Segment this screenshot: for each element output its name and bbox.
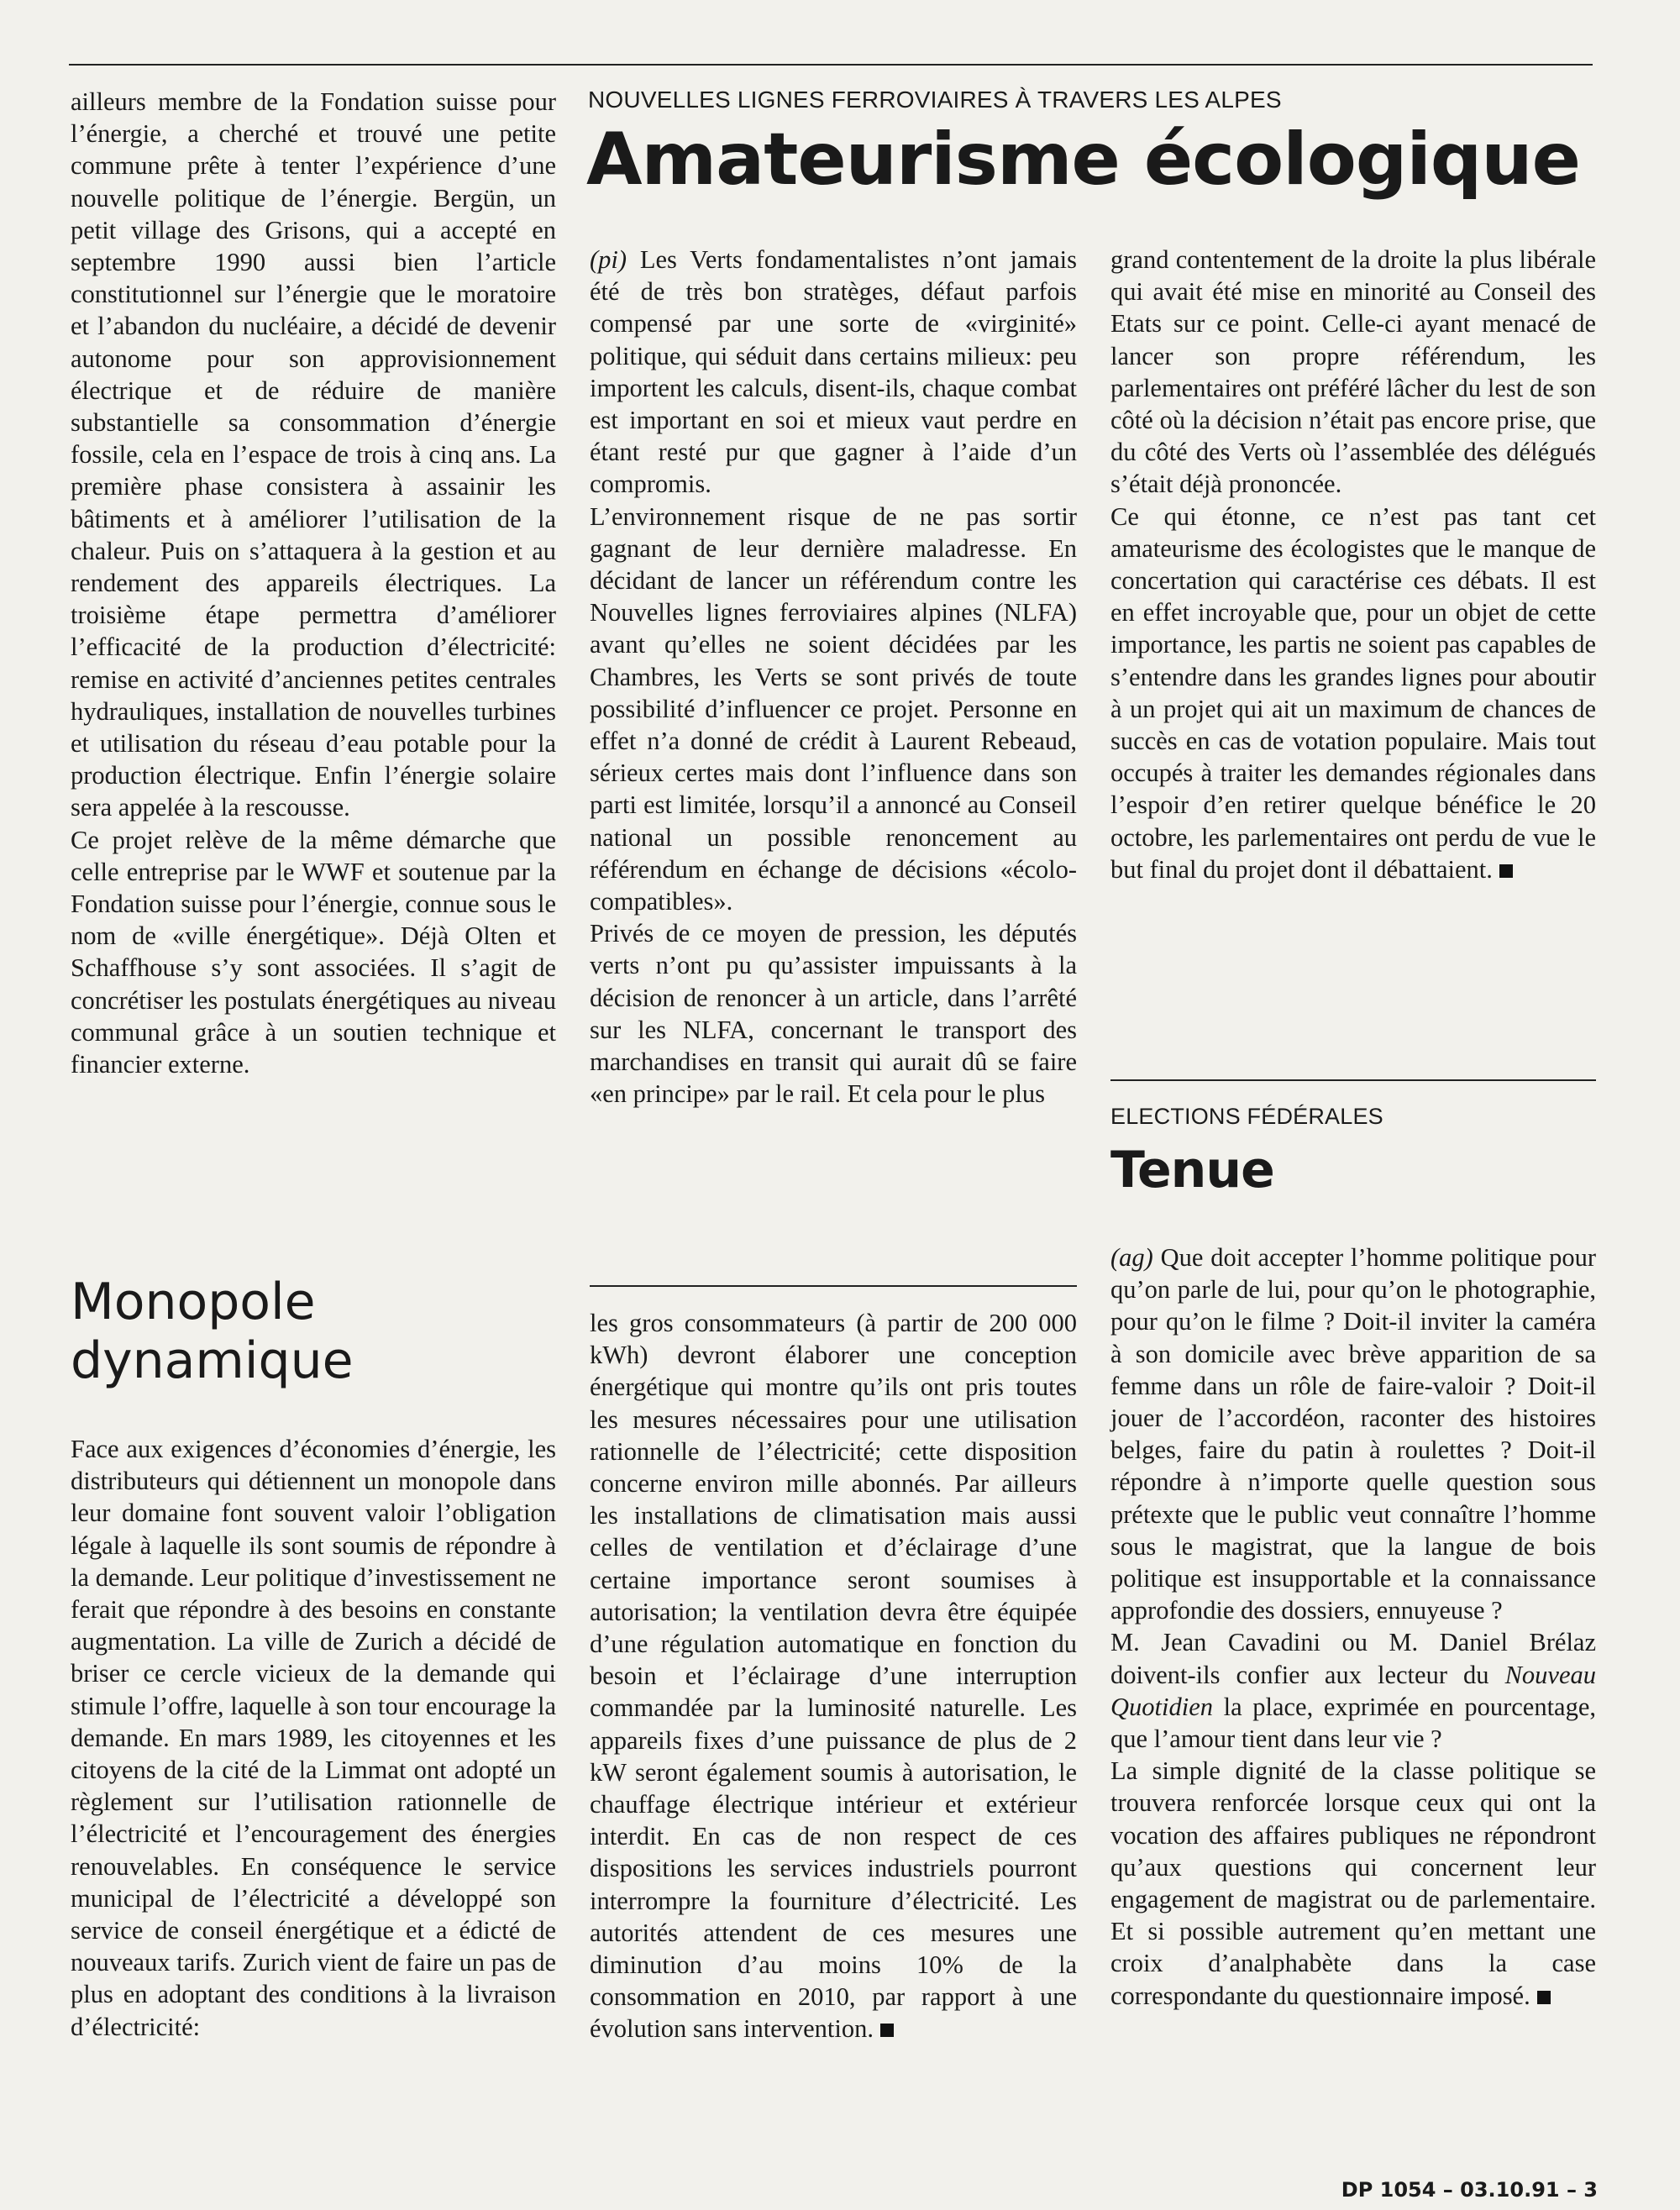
alpes-kicker: NOUVELLES LIGNES FERROVIAIRES À TRAVERS LES ALPES [588, 87, 1282, 113]
paragraph: (ag) Que doit accepter l’homme politique pour qu’on parle de lui, pour qu’on le photographie, pour qu’on le filme ? Doit-il inviter la caméra à son domicile avec brève apparition de sa femme dans un rôle de faire-valoir ? Doit-il jouer de l’accordéon, raconter des histoires belges, faire du patin à roulettes ? Doit-il répondre à n’importe quelle question sous prétexte que le public veut connaître l’homme sous le magistrat, que la langue de bois politique est insupportable et la connaissance approfondie des dossiers, ennuyeuse ? [1110, 1243, 1596, 1625]
alpes-column-1 [590, 244, 1077, 1110]
end-mark-icon [1537, 1991, 1551, 2004]
page-footer: DP 1054 – 03.10.91 – 3 [1341, 2178, 1598, 2202]
left-article-continuation [71, 86, 556, 1080]
byline: (ag) [1110, 1243, 1153, 1272]
monopole-headline: Monopole dynamique [71, 1273, 354, 1390]
paragraph: ailleurs membre de la Fondation suisse pour l’énergie, a cherché et trouvé une petite commune prête à tenter l’expérience d’une nouvelle politique de l’énergie. Bergün, un petit village des Grisons, qui a accepté en septembre 1990 aussi bien l’article constitutionnel sur l’énergie que le moratoire et l’abandon du nucléaire, a décidé de devenir autonome pour son approvisionnement électrique et de réduire de manière substantielle sa consommation d’énergie fossile, cela en l’espace de trois à cinq ans. La première phase consistera à assainir les bâtiments et à améliorer l’utilisation de la chaleur. Puis on s’attaquera à la gestion et au rendement des appareils électriques. La troisième étape permettra d’améliorer l’efficacité de la production d’électricité: remise en activité d’anciennes petites centrales hydrauliques, installation de nouvelles turbines et utilisation du réseau d’eau potable pour la production électrique. Enfin l’énergie solaire sera appelée à la rescousse. [71, 87, 556, 822]
paragraph: grand contentement de la droite la plus libérale qui avait été mise en minorité au Conseil des Etats sur ce point. Celle-ci ayant menacé de lancer son propre référendum, les parlementaires ont préféré lâcher du lest de son côté où la décision n’était pas encore prise, que du côté des Verts où l’assemblée des délégués s’était déjà prononcée. [1110, 245, 1596, 499]
paragraph: Ce projet relève de la même démarche que celle entreprise par le WWF et soutenue par la Fondation suisse pour l’énergie, connue sous le nom de «ville énergétique». Déjà Olten et Schaffhouse s’y sont associées. Il s’agit de concrétiser les postulats énergétiques au niveau communal grâce à un soutien technique et financier externe. [71, 825, 556, 1079]
paragraph: Privés de ce moyen de pression, les députés verts n’ont pu qu’assister impuissants à la décision de renoncer à un article, dans l’arrêté sur les NLFA, concernant le transport des marchandises en transit qui aurait dû se faire «en principe» par le rail. Et cela pour le plus [590, 919, 1077, 1109]
paragraph: (pi) Les Verts fondamentalistes n’ont jamais été de très bon stratèges, défaut parfois compensé par une sorte de «virginité» politique, qui séduit dans certains milieux: peu importent les calculs, disent-ils, chaque combat est important en soi et mieux vaut perdre en étant resté pur que gagner à l’aide d’un compromis. [590, 245, 1077, 499]
paragraph: L’environnement risque de ne pas sortir gagnant de leur dernière maladresse. En décidant de lancer un référendum contre les Nouvelles lignes ferroviaires alpines (NLFA) avant qu’elles ne soient décidées par les Chambres, les Verts se sont privés de toute possibilité d’influencer ce projet. Personne en effet n’a donné de crédit à Laurent Rebeaud, sérieux certes mais dont l’influence dans son parti est limitée, lorsqu’il a annoncé au Conseil national un possible renoncement au référendum en échange de décisions «écolo-compatibles». [590, 501, 1077, 916]
monopole-rule [590, 1285, 1077, 1287]
monopole-column-1 [71, 1433, 556, 2043]
byline: (pi) [590, 245, 627, 274]
end-mark-icon [1499, 864, 1513, 878]
tenue-kicker: ELECTIONS FÉDÉRALES [1110, 1104, 1383, 1129]
end-mark-icon [880, 2024, 894, 2037]
tenue-body [1110, 1241, 1596, 2012]
paragraph: Face aux exigences d’économies d’énergie, les distributeurs qui détiennent un monopole dans leur domaine font souvent valoir l’obligation légale à laquelle ils sont soumis de répondre à la demande. Leur politique d’investissement ne ferait que répondre à des besoins en constante augmentation. La ville de Zurich a décidé de briser ce cercle vicieux de la demande qui stimule l’offre, laquelle à son tour encourage la demande. En mars 1989, les citoyennes et les citoyens de la cité de la Limmat ont adopté un règlement sur l’utilisation rationnelle de l’électricité et l’encouragement des énergies renouvelables. En conséquence le service municipal de l’électricité a développé son service de conseil énergétique et a édicté de nouveaux tarifs. Zurich vient de faire un pas de plus en adoptant des conditions à la livraison d’électricité: [71, 1435, 556, 2041]
paragraph: M. Jean Cavadini ou M. Daniel Brélaz doivent-ils confier aux lecteur du Nouveau Quotidien la place, exprimée en pourcentage, que l’amour tient dans leur vie ? [1110, 1628, 1596, 1754]
tenue-headline: Tenue [1110, 1141, 1274, 1199]
monopole-column-2 [590, 1307, 1077, 2045]
paragraph: Ce qui étonne, ce n’est pas tant cet amateurisme des écologistes que le manque de concertation qui caractérise ces débats. Il est en effet incroyable que, pour un objet de cette importance, les partis ne soient pas capables de s’entendre dans les grandes lignes pour aboutir à un projet qui ait un maximum de chances de succès en cas de votation populaire. Mais tout occupés à traiter les demandes régionales dans l’espoir d’en retirer quelque bénéfice le 20 octobre, les parlementaires ont perdu de vue le but final du projet dont il débattaient. [1110, 501, 1596, 884]
tenue-rule [1110, 1079, 1596, 1081]
paragraph: les gros consommateurs (à partir de 200 000 kWh) devront élaborer une conception énergétique qui montre qu’ils ont pris toutes les mesures nécessaires pour une utilisation rationnelle de l’électricité; cette disposition concerne environ mille abonnés. Par ailleurs les installations de climatisation mais aussi celles de ventilation et d’éclairage d’une certaine importance seront soumises à autorisation; la ventilation devra être équipée d’une régulation automatique en fonction du besoin et l’éclairage d’une interruption commandée par la luminosité naturelle. Les appareils fixes d’une puissance de plus de 2 kW seront également soumis à autorisation, le chauffage électrique intérieur et extérieur interdit. En cas de non respect de ces dispositions les services industriels pourront interrompre la fourniture d’électricité. Les autorités attendent de ces mesures une diminution d’au moins 10% de la consommation en 2010, par rapport à une évolution sans intervention. [590, 1309, 1077, 2044]
alpes-headline: Amateurisme écologique [586, 118, 1580, 202]
alpes-column-2 [1110, 244, 1596, 885]
top-rule [69, 64, 1593, 66]
paragraph: La simple dignité de la classe politique se trouvera renforcée lorsque ceux qui ont la vocation des affaires publiques ne répondront qu’aux questions qui concernent leur engagement de magistrat ou de parlementaire. Et si possible autrement qu’en mettant une croix d’analphabète dans la case correspondante du questionnaire imposé. [1110, 1756, 1596, 2010]
